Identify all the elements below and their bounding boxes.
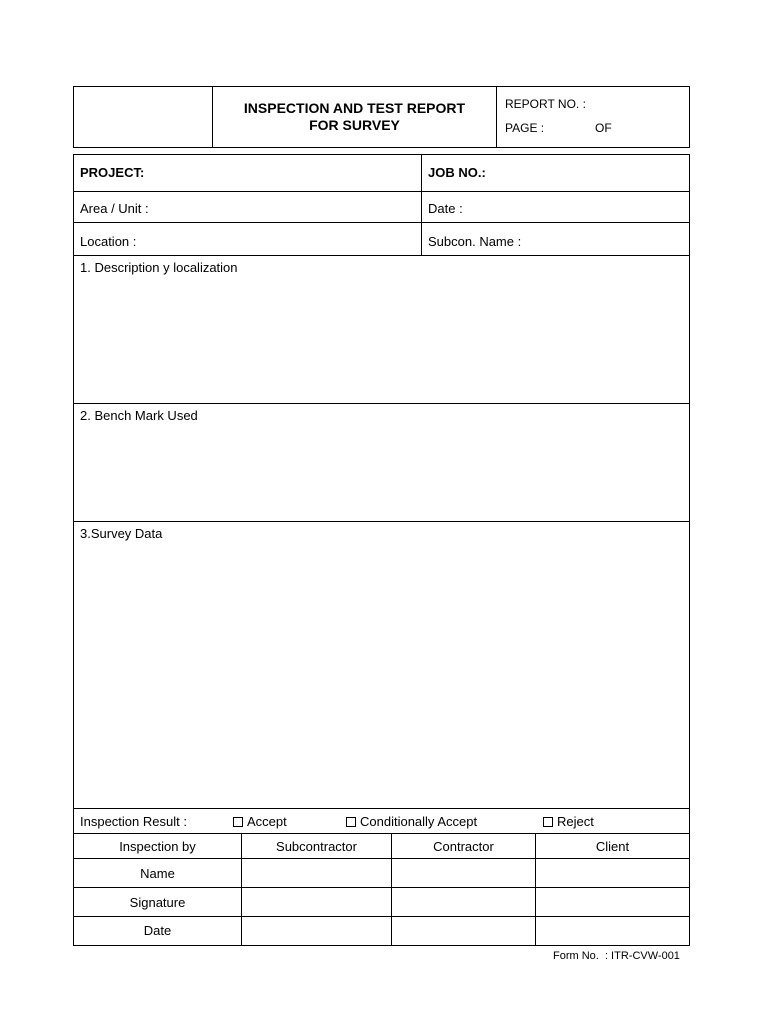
sign-table-top-line [73,833,690,834]
survey-data-area[interactable] [74,544,689,807]
report-title-line2: FOR SURVEY [309,117,400,133]
row-divider-1 [73,191,690,192]
signature-contractor-cell[interactable] [392,888,535,916]
bench-mark-area[interactable] [74,426,689,520]
reject-checkbox[interactable] [543,817,553,827]
sign-row-name: Name [140,866,175,881]
of-label: OF [595,121,612,135]
date-contractor-cell[interactable] [392,917,535,945]
signature-subcontractor-cell[interactable] [242,888,391,916]
accept-checkbox[interactable] [233,817,243,827]
conditionally-accept-label: Conditionally Accept [360,814,478,829]
logo-area [74,87,212,147]
location-label: Location : [80,234,137,249]
survey-data-section-label: 3.Survey Data [80,526,163,541]
section-divider-2 [73,521,690,522]
date-label: Date : [428,201,463,216]
sign-header-subcontractor: Subcontractor [276,839,357,854]
page-label: PAGE : [505,121,545,135]
accept-option[interactable] [233,815,287,828]
name-contractor-cell[interactable] [392,859,535,887]
job-no-label: JOB NO.: [428,165,486,180]
report-title-line1: INSPECTION AND TEST REPORT [243,100,466,116]
reject-option[interactable] [543,815,594,828]
sign-header-contractor: Contractor [433,839,494,854]
area-unit-label: Area / Unit : [80,201,149,216]
form-number: Form No. : ITR-CVW-001 [553,950,680,962]
row-divider-3 [73,255,690,256]
sign-row-date: Date [143,923,172,938]
date-subcontractor-cell[interactable] [242,917,391,945]
conditionally-accept-option[interactable] [346,815,477,828]
sign-header-client: Client [595,839,630,854]
reject-label: Reject [557,814,594,829]
description-section-label: 1. Description y localization [80,260,238,275]
subcon-name-label: Subcon. Name : [428,234,522,249]
sign-header-inspection-by: Inspection by [119,839,196,854]
date-client-cell[interactable] [536,917,689,945]
bench-mark-section-label: 2. Bench Mark Used [80,408,198,423]
description-area[interactable] [74,278,689,402]
report-title [213,100,496,134]
header-divider-right [496,86,497,148]
inspection-result-label: Inspection Result : [80,814,187,829]
project-info-divider [421,154,422,256]
report-no-label: REPORT NO. : [505,97,586,111]
project-label: PROJECT: [80,165,145,180]
sign-row-signature: Signature [129,895,186,910]
row-divider-2 [73,222,690,223]
name-client-cell[interactable] [536,859,689,887]
section-divider-3 [73,808,690,809]
signature-client-cell[interactable] [536,888,689,916]
conditionally-accept-checkbox[interactable] [346,817,356,827]
section-divider-1 [73,403,690,404]
accept-label: Accept [247,814,287,829]
name-subcontractor-cell[interactable] [242,859,391,887]
